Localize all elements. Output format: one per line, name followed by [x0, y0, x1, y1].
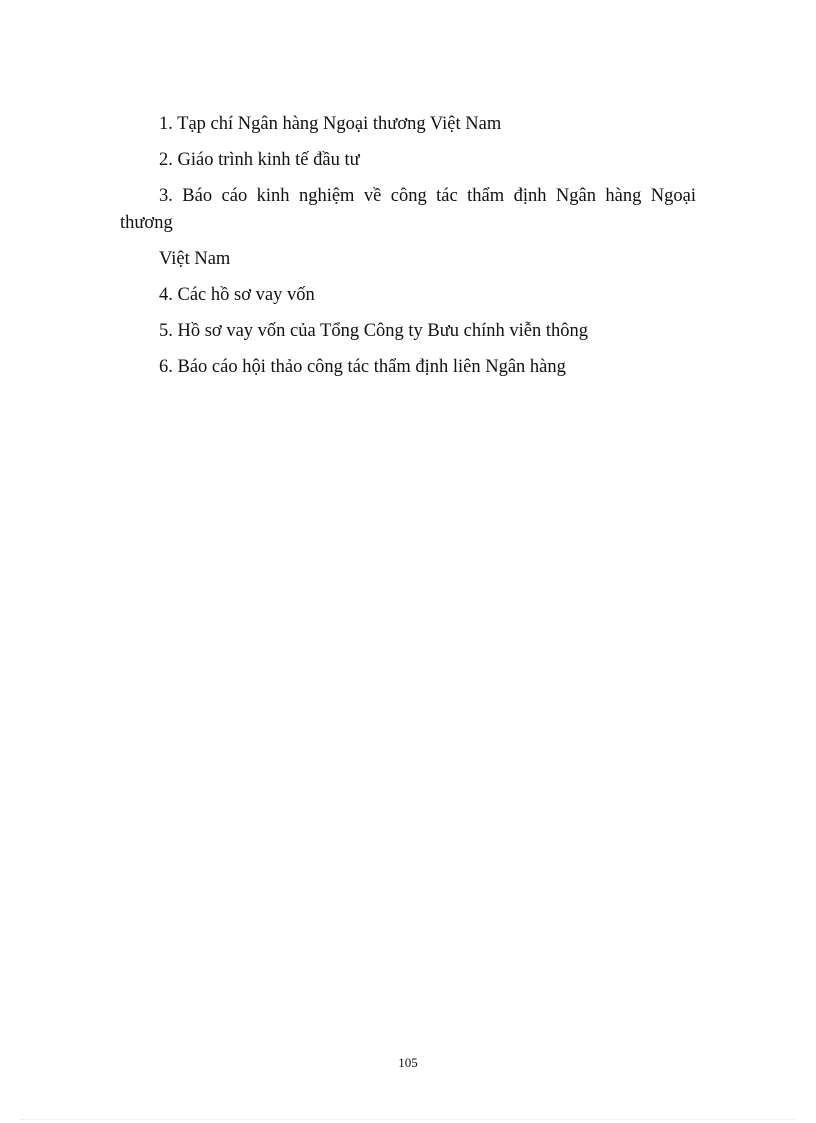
- reference-list: [120, 111, 696, 390]
- reference-item-4: 4. Các hồ sơ vay vốn: [159, 285, 315, 305]
- page-number: 105: [398, 1055, 418, 1070]
- reference-item-6: 6. Báo cáo hội thảo công tác thẩm định liên Ngân hàng: [159, 357, 566, 377]
- reference-item-5: 5. Hồ sơ vay vốn của Tổng Công ty Bưu chính viễn thông: [159, 321, 589, 341]
- reference-item-3-line-2: thương: [120, 213, 173, 233]
- reference-item-3-continuation: Việt Nam: [159, 249, 231, 269]
- reference-item-3-line-1: 3. Báo cáo kinh nghiệm về công tác thẩm định Ngân hàng Ngoại: [159, 186, 696, 206]
- reference-item-1: 1. Tạp chí Ngân hàng Ngoại thương Việt Nam: [159, 114, 502, 134]
- reference-item-2: 2. Giáo trình kinh tế đầu tư: [159, 150, 360, 170]
- footer-divider: [20, 1119, 796, 1120]
